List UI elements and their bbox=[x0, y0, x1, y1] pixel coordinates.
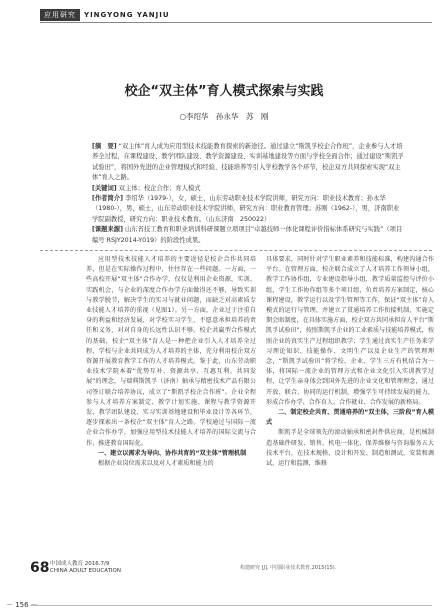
header-rule bbox=[40, 22, 432, 23]
footnote: 构建研究 [J]. 中国职业技术教育,2015(15). bbox=[240, 565, 337, 571]
fund-label: [课题来源] bbox=[92, 226, 123, 234]
body-paragraph: 根据企业岗位需求以及对人才素质和能力的 bbox=[98, 460, 214, 468]
article-authors: ○李绍华 孙永华 苏 刚 bbox=[179, 112, 269, 121]
page-footer bbox=[30, 560, 432, 578]
section-heading: 二、制定校企共育、贯通培养的“双主体，三阶段”育人模式 bbox=[266, 409, 434, 427]
fund-info bbox=[92, 225, 404, 246]
summary bbox=[92, 142, 404, 184]
author-info bbox=[92, 194, 404, 225]
abstract-divider bbox=[40, 250, 432, 251]
section-pinyin: YINGYONG YANJIU bbox=[84, 10, 170, 19]
page-number: 68 bbox=[30, 560, 50, 576]
keywords-label: [关键词] bbox=[92, 184, 117, 192]
body-paragraph: 斯凯孚是全球领先的滚动轴承和密封件供应商，是机械制造基础件研发、销售、机电一体化、保养维修与咨询服务五大技术平台，在技术规格，设计和开发、制造和测试，安装和调试，运行和监测，维修 bbox=[266, 429, 434, 468]
keywords-text: 双主体；校企合作；育人模式 bbox=[118, 184, 201, 192]
fund-text: 山东省技工教育和职业培训科研课题立项项目“卓越技师一体化课程评价指标体系研究与实践”（项目编号 RSJY2014-Y019）的阶段性成果。 bbox=[92, 226, 403, 244]
body-column-right bbox=[266, 255, 434, 469]
body-column-left bbox=[86, 255, 256, 469]
journal-name bbox=[50, 561, 121, 575]
summary-label: [摘 要] bbox=[92, 143, 117, 150]
section-heading: 一、建立以需求为导向、协作共育的“双主体”管理机制 bbox=[98, 449, 247, 457]
abstract-block bbox=[92, 142, 404, 246]
bottom-rule bbox=[30, 605, 432, 606]
journal-cn: 中国成人教育 2016.7/9 bbox=[50, 561, 110, 567]
article-title: 校企“双主体”育人模式探索与实践 bbox=[124, 84, 324, 99]
author-info-text: 李绍华（1979-），女，硕士，山东劳动职业技术学院讲师，研究方向：职业技术教育；孙永华（1980-），男，硕士，山东劳动职业技术学院讲师，研究方向：职业教育管理；苏刚（1962-），男，济南职业学院副教授，研究方向：职业技术教育。（山东济南 250022） bbox=[92, 195, 400, 223]
body-paragraph: 应用型技术技能人才培养的主要途径是校企合作共同培养，但是在实际操作过程中，往往存在一些问题。一方面，一些高校开展“双主体”合作办学，仅仅是利用企业资源，实训、实践机会，与企业的深度合作办学方面做得还不够，导致实训与教学脱节，解决学生的实习与就业问题，而缺乏对高素质专业技能人才培养的重视（见图1）。另一方面，企业过于注重自身的利益和经济发展，对学校实习学生，不愿意承担培养的责任和义务，对对自身的长远性认识不够。校企共赢型合作模式的基础，校企“双主体”育人是一种把企业引入人才培养全过程，学校与企业共同成为人才培养的主体，充分利用校企双方资源开展教育教学工作的人才培养模式。鉴于此，山东劳动职业技术学院本着“优势互补、资源共享、互惠互利、共同发展”的理念，与瑞典斯凯孚（济南）轴承与精密技术产品有限公司签订联合培养协议，成立了“斯凯孚校企合作班”。企业全程参与人才培养方案制定、教学计划实施、课程与教学资源开发、教学团队建设、实习实训基地建设和毕业设计等各环节，逐步探索出一条校企“双主体”育人之路。学校通过与国际一流企业合作办学，加强应用型技术技能人才培养的国际交流与合作，推进教育国际化。 bbox=[86, 256, 256, 447]
running-header bbox=[40, 8, 174, 21]
keywords bbox=[92, 184, 404, 194]
journal-en: CHINA ADULT EDUCATION bbox=[50, 568, 121, 574]
author-info-label: [作者简介] bbox=[92, 195, 123, 203]
section-tag: 应用研究 bbox=[40, 9, 80, 21]
body-paragraph: 具体要求，同时针对学生职业素养和技能标准，构建沟通合作平台。在管理方面，校企联合成立了人才培养工作领导小组，教学工作协作组，专业建设指导小组，教学质量监控与评价小组，学生工作协作组等多个项目组，负责培养方案制定，核心课程建设，教学运行以及学生管理等工作，保证“双主体”育人模式的运行与管理，并建立了贯通培养工作衔接机制，实施定期会晤制度，在具体实施方面，校企双方共同承担育人平台“斯凯孚试验田”，按照斯凯孚企业的工业素质与技能培养模式，按照企业的真实生产过程组织教学；学生通过真实生产任务来学习理论知识、技能操作、文明生产以及企业生产的管理理念，“斯凯孚试验田”将学校、企业、学生三方有机结合为一体，将国际一流企业的管理方式和企业文化引入实训教学过程，让学生亲身体会到国外先进的企业文化和管理理念，通过开放、联合、协同的运行机制，增强学生可持续发展的能力，形成合作办学、合作育人、合作就业、合作发展的新格局。 bbox=[266, 256, 434, 406]
sheet-number: － 156 － bbox=[6, 601, 38, 609]
summary-text: “双主体”育人成为应用型技术技能教育探索的新途径。通过建立“斯凯孚校企合作班”，企业参与人才培养全过程，在课程建设、教学团队建设、教学资源建设、实训基地建设等方面与学校全面合作；通过建设“斯凯孚试验田”，将国外先进的企业管理模式和经验、技能培养等引入学校教学各个环节，校企双方共同探索实现“双主体”育人之路。 bbox=[92, 143, 404, 182]
